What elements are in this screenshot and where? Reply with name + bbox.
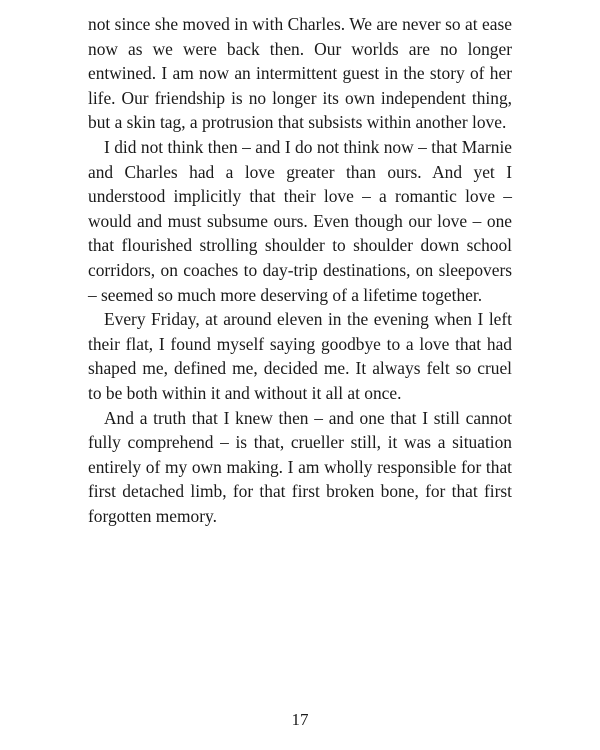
paragraph-4: And a truth that I knew then – and one that I still cannot fully comprehend – is that, crueller still, it was a situation entirely of my own making. I am wholly responsible for that first detached limb, for that first broken bone, for that first forgotten memory. <box>88 407 512 526</box>
paragraph-1: not since she moved in with Charles. We are never so at ease now as we were back then. Our worlds are no longer entwined. I am now an intermittent guest in the story of her life. Our friendship is no longer its own independent thing, but a skin tag, a protrusion that subsists within another love. <box>88 14 512 133</box>
page-number: 17 <box>291 710 309 729</box>
paragraph-3: Every Friday, at around eleven in the evening when I left their flat, I found myself saying goodbye to a love that had shaped me, defined me, decided me. It always felt so cruel to be both within it and without it all at once. <box>88 309 512 403</box>
paragraph-2: I did not think then – and I do not think now – that Marnie and Charles had a love greater than ours. And yet I understood implicitly that their love – a romantic love – would and must subsume ours. Even though our love – one that flourished strolling shoulder to shoulder down school corridors, on coaches to day-trip destinations, on sleepovers – seemed so much more deserving of a lifetime together. <box>88 136 512 305</box>
body-text <box>88 12 512 528</box>
